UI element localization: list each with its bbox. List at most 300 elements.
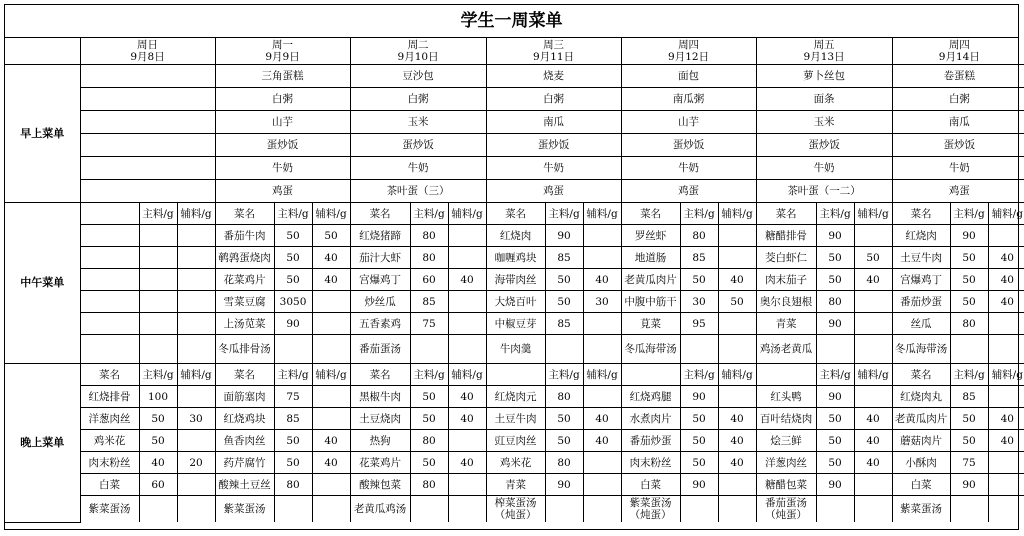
lunch-main-weight xyxy=(545,269,583,291)
day-name: 周四 xyxy=(678,39,700,51)
dinner-aux-weight xyxy=(854,408,892,430)
dinner-dish-text: 紫菜蛋汤（炖蛋） xyxy=(629,497,672,521)
day-header xyxy=(892,38,1024,65)
dinner-main-weight xyxy=(950,430,988,452)
lunch-main-weight-text: 50 xyxy=(962,295,976,308)
lunch-row xyxy=(5,291,1024,313)
dinner-aux-weight xyxy=(718,496,756,523)
breakfast-item-text: 茶叶蛋（一二） xyxy=(787,185,861,197)
lunch-dish-text: 海带肉丝 xyxy=(494,273,537,286)
breakfast-item xyxy=(350,111,486,134)
dinner-aux-weight xyxy=(583,386,621,408)
lunch-main-weight xyxy=(816,335,854,364)
breakfast-item-text: 白粥 xyxy=(407,93,429,105)
lunch-main-weight-text: 50 xyxy=(692,273,706,286)
dish-col-header xyxy=(621,364,680,386)
breakfast-item xyxy=(80,157,215,180)
lunch-dish-text: 中腹中筋干 xyxy=(624,295,677,308)
lunch-dish xyxy=(486,335,545,364)
dinner-row xyxy=(5,496,1024,523)
menu-table xyxy=(5,38,1024,523)
dinner-main-weight-text: 80 xyxy=(557,456,571,469)
dinner-dish xyxy=(621,408,680,430)
lunch-dish xyxy=(486,225,545,247)
lunch-dish-text: 红烧肉 xyxy=(905,229,937,242)
dinner-main-weight xyxy=(410,496,448,523)
dinner-main-weight-text: 90 xyxy=(828,390,842,403)
lunch-aux-weight-text: 40 xyxy=(730,273,744,286)
dinner-main-weight xyxy=(545,452,583,474)
dinner-aux-weight xyxy=(988,386,1024,408)
main-col-header xyxy=(950,364,988,386)
dinner-aux-weight-text: 40 xyxy=(460,412,474,425)
lunch-dish-text: 宫爆鸡丁 xyxy=(900,273,943,286)
aux-col-header-text: 辅料/g xyxy=(991,207,1023,220)
dish-col-header-text: 菜名 xyxy=(775,207,797,220)
breakfast-row xyxy=(5,88,1024,111)
breakfast-item-text: 牛奶 xyxy=(543,162,565,174)
breakfast-item xyxy=(621,157,756,180)
breakfast-item xyxy=(350,134,486,157)
dinner-aux-weight xyxy=(177,474,215,496)
breakfast-item-text: 烧麦 xyxy=(543,70,565,82)
lunch-main-weight xyxy=(274,335,312,364)
dinner-dish-text: 榨菜蛋汤（炖蛋） xyxy=(494,497,537,521)
dinner-aux-weight xyxy=(448,496,486,523)
aux-col-header xyxy=(177,203,215,225)
dinner-dish-text: 面筋塞肉 xyxy=(223,390,266,403)
dinner-aux-weight-text: 40 xyxy=(730,456,744,469)
breakfast-item-text: 牛奶 xyxy=(272,162,294,174)
main-col-header xyxy=(545,203,583,225)
dinner-main-weight xyxy=(139,496,177,523)
dinner-aux-weight xyxy=(312,474,350,496)
dish-col-header-text: 菜名 xyxy=(910,368,932,381)
lunch-main-weight-text: 60 xyxy=(422,273,436,286)
aux-col-header xyxy=(988,364,1024,386)
dinner-aux-weight xyxy=(177,496,215,523)
dish-col-header xyxy=(350,203,410,225)
main-col-header xyxy=(410,203,448,225)
dinner-aux-weight-text: 40 xyxy=(866,434,880,447)
dinner-main-weight-text: 100 xyxy=(147,390,169,403)
dinner-dish-text: 药芹腐竹 xyxy=(223,456,266,469)
lunch-main-weight-text: 75 xyxy=(422,317,436,330)
section-label-dinner xyxy=(5,364,80,523)
lunch-dish xyxy=(621,225,680,247)
dinner-dish xyxy=(756,430,816,452)
dinner-aux-weight xyxy=(988,452,1024,474)
breakfast-item xyxy=(215,111,350,134)
dinner-aux-weight xyxy=(312,408,350,430)
aux-col-header xyxy=(718,364,756,386)
lunch-row xyxy=(5,335,1024,364)
breakfast-item xyxy=(80,134,215,157)
breakfast-item-text: 蛋炒饭 xyxy=(943,139,976,151)
dinner-main-weight xyxy=(545,408,583,430)
lunch-aux-weight xyxy=(448,313,486,335)
day-header xyxy=(80,38,215,65)
main-col-header xyxy=(816,364,854,386)
breakfast-item-text: 玉米 xyxy=(813,116,835,128)
lunch-aux-weight xyxy=(312,291,350,313)
lunch-aux-weight-text: 50 xyxy=(324,229,338,242)
dinner-main-weight-text: 50 xyxy=(557,434,571,447)
dinner-main-weight xyxy=(816,408,854,430)
dinner-main-weight xyxy=(680,408,718,430)
lunch-main-weight-text: 50 xyxy=(286,251,300,264)
dinner-header-row xyxy=(5,364,1024,386)
dinner-dish-text: 红头鸭 xyxy=(770,390,802,403)
breakfast-item-text: 鸡蛋 xyxy=(678,185,700,197)
dinner-dish xyxy=(486,408,545,430)
lunch-main-weight-text: 80 xyxy=(422,229,436,242)
breakfast-item-text: 蛋炒饭 xyxy=(537,139,570,151)
dinner-dish xyxy=(892,386,950,408)
dinner-aux-weight xyxy=(854,452,892,474)
dinner-main-weight xyxy=(274,386,312,408)
dinner-aux-weight xyxy=(718,408,756,430)
dinner-dish xyxy=(621,474,680,496)
dinner-main-weight xyxy=(139,386,177,408)
lunch-aux-weight xyxy=(854,225,892,247)
breakfast-item xyxy=(486,134,621,157)
lunch-dish-text: 红烧肉 xyxy=(499,229,532,242)
lunch-main-weight-text: 50 xyxy=(828,273,842,286)
lunch-main-weight-text: 50 xyxy=(962,251,976,264)
lunch-aux-weight xyxy=(583,247,621,269)
breakfast-item-text: 白粥 xyxy=(948,93,970,105)
lunch-aux-weight xyxy=(583,291,621,313)
day-header xyxy=(756,38,892,65)
dinner-aux-weight-text: 20 xyxy=(189,456,203,469)
dinner-aux-weight-text: 40 xyxy=(595,434,609,447)
lunch-dish xyxy=(621,247,680,269)
lunch-aux-weight xyxy=(177,225,215,247)
dinner-main-weight xyxy=(680,386,718,408)
dinner-aux-weight xyxy=(448,474,486,496)
lunch-main-weight xyxy=(680,247,718,269)
dinner-dish-text: 老黄瓜鸡汤 xyxy=(353,503,407,515)
lunch-aux-weight-text: 40 xyxy=(1000,273,1014,286)
breakfast-item-text: 鸡蛋 xyxy=(948,185,970,197)
breakfast-item-text: 茶叶蛋（三） xyxy=(386,185,450,197)
lunch-main-weight xyxy=(410,313,448,335)
dinner-aux-weight xyxy=(177,408,215,430)
aux-col-header-text: 辅料/g xyxy=(315,368,347,381)
breakfast-item-text: 面条 xyxy=(813,93,835,105)
dinner-aux-weight xyxy=(854,474,892,496)
page-title: 学生一周菜单 xyxy=(5,5,1018,38)
lunch-main-weight xyxy=(950,225,988,247)
lunch-dish xyxy=(350,335,410,364)
lunch-dish-text: 咖喱鸡块 xyxy=(494,251,537,264)
lunch-main-weight-text: 90 xyxy=(962,229,976,242)
dinner-main-weight-text: 50 xyxy=(692,456,706,469)
lunch-main-weight xyxy=(139,313,177,335)
lunch-main-weight xyxy=(816,225,854,247)
lunch-dish-text: 奥尔良翅根 xyxy=(759,295,813,308)
dinner-main-weight xyxy=(139,408,177,430)
dinner-aux-weight xyxy=(312,430,350,452)
lunch-dish xyxy=(621,313,680,335)
lunch-aux-weight xyxy=(718,247,756,269)
dinner-row xyxy=(5,408,1024,430)
dinner-dish-text: 豇豆肉丝 xyxy=(494,434,537,447)
dinner-main-weight-text: 60 xyxy=(151,478,165,491)
breakfast-item xyxy=(350,65,486,88)
dinner-main-weight xyxy=(274,474,312,496)
dinner-row xyxy=(5,452,1024,474)
lunch-dish xyxy=(892,247,950,269)
day-name: 周五 xyxy=(813,39,835,51)
dinner-dish-text: 百叶结烧肉 xyxy=(759,412,813,425)
dinner-main-weight xyxy=(139,452,177,474)
aux-col-header xyxy=(854,203,892,225)
dinner-main-weight-text: 50 xyxy=(692,434,706,447)
lunch-aux-weight xyxy=(177,313,215,335)
aux-col-header xyxy=(854,364,892,386)
dinner-dish-text: 肉末粉丝 xyxy=(88,456,131,469)
dinner-main-weight xyxy=(274,408,312,430)
lunch-dish xyxy=(892,335,950,364)
lunch-main-weight xyxy=(950,291,988,313)
lunch-aux-weight xyxy=(583,313,621,335)
section-label-lunch xyxy=(5,203,80,364)
breakfast-item xyxy=(756,157,892,180)
lunch-dish-text: 冬瓜排骨汤 xyxy=(218,343,271,355)
lunch-main-weight-text: 90 xyxy=(828,229,842,242)
lunch-dish-text: 红烧猪蹄 xyxy=(359,229,402,242)
dinner-main-weight-text: 90 xyxy=(692,478,706,491)
main-col-header-text: 主料/g xyxy=(413,368,445,381)
lunch-main-weight xyxy=(680,335,718,364)
breakfast-row xyxy=(5,157,1024,180)
breakfast-row xyxy=(5,65,1024,88)
dinner-dish xyxy=(892,452,950,474)
lunch-main-weight xyxy=(545,247,583,269)
dinner-dish xyxy=(80,430,139,452)
main-col-header-text: 主料/g xyxy=(683,368,715,381)
breakfast-item xyxy=(621,134,756,157)
lunch-dish xyxy=(621,335,680,364)
dinner-main-weight-text: 40 xyxy=(151,456,165,469)
lunch-aux-weight xyxy=(718,269,756,291)
dinner-main-weight xyxy=(139,474,177,496)
dish-col-header xyxy=(486,203,545,225)
lunch-main-weight-text: 50 xyxy=(557,295,571,308)
lunch-main-weight-text: 85 xyxy=(557,251,571,264)
lunch-dish xyxy=(756,335,816,364)
dinner-dish-text: 洋葱肉丝 xyxy=(765,456,808,469)
breakfast-item xyxy=(892,134,1024,157)
dinner-aux-weight xyxy=(988,496,1024,523)
dinner-dish xyxy=(350,386,410,408)
dinner-aux-weight xyxy=(988,430,1024,452)
lunch-main-weight xyxy=(680,313,718,335)
lunch-dish-text: 上汤苋菜 xyxy=(223,317,266,330)
corner-cell xyxy=(5,38,80,65)
breakfast-item xyxy=(621,65,756,88)
lunch-main-weight xyxy=(274,313,312,335)
lunch-main-weight xyxy=(680,269,718,291)
dinner-dish-text: 肉末粉丝 xyxy=(629,456,672,469)
dinner-dish xyxy=(350,496,410,523)
main-col-header xyxy=(680,203,718,225)
dinner-aux-weight-text: 40 xyxy=(730,412,744,425)
day-header xyxy=(215,38,350,65)
aux-col-header xyxy=(312,364,350,386)
lunch-main-weight xyxy=(139,269,177,291)
main-col-header-text: 主料/g xyxy=(277,368,309,381)
dinner-aux-weight xyxy=(448,452,486,474)
lunch-aux-weight-text: 40 xyxy=(1000,251,1014,264)
dinner-aux-weight-text: 40 xyxy=(324,456,338,469)
main-col-header xyxy=(139,364,177,386)
lunch-dish-text: 莧菜 xyxy=(640,317,662,330)
dinner-main-weight-text: 90 xyxy=(557,478,571,491)
lunch-dish xyxy=(756,291,816,313)
dinner-aux-weight xyxy=(718,430,756,452)
dinner-aux-weight-text: 40 xyxy=(1000,434,1014,447)
lunch-main-weight xyxy=(274,247,312,269)
aux-col-header-text: 辅料/g xyxy=(315,207,347,220)
dinner-dish xyxy=(486,386,545,408)
lunch-main-weight xyxy=(816,313,854,335)
dinner-aux-weight xyxy=(854,496,892,523)
dinner-main-weight-text: 50 xyxy=(286,434,300,447)
breakfast-item xyxy=(486,111,621,134)
main-col-header xyxy=(545,364,583,386)
dinner-dish-text: 紫菜蛋汤 xyxy=(88,503,131,515)
breakfast-item xyxy=(756,134,892,157)
aux-col-header xyxy=(177,364,215,386)
breakfast-item xyxy=(756,65,892,88)
dish-col-header-text: 菜名 xyxy=(234,207,256,220)
lunch-main-weight xyxy=(816,291,854,313)
dinner-main-weight xyxy=(274,430,312,452)
aux-col-header xyxy=(448,203,486,225)
lunch-main-weight xyxy=(410,335,448,364)
dinner-aux-weight-text: 40 xyxy=(866,412,880,425)
dinner-main-weight-text: 50 xyxy=(286,456,300,469)
dinner-dish-text: 白菜 xyxy=(910,478,932,491)
dinner-dish xyxy=(350,408,410,430)
lunch-aux-weight xyxy=(312,225,350,247)
day-header xyxy=(350,38,486,65)
lunch-dish-text: 鸡汤老黄瓜 xyxy=(759,343,813,355)
dinner-main-weight xyxy=(545,430,583,452)
breakfast-item xyxy=(80,65,215,88)
dinner-main-weight-text: 85 xyxy=(962,390,976,403)
dinner-main-weight-text: 50 xyxy=(828,412,842,425)
day-header xyxy=(621,38,756,65)
dinner-main-weight-text: 80 xyxy=(286,478,300,491)
breakfast-item xyxy=(756,88,892,111)
lunch-dish xyxy=(350,269,410,291)
breakfast-item xyxy=(80,88,215,111)
dinner-dish xyxy=(621,386,680,408)
lunch-aux-weight xyxy=(312,335,350,364)
lunch-dish-text: 花菜鸡片 xyxy=(223,273,266,286)
section-label-breakfast-text: 早上菜单 xyxy=(20,126,65,140)
aux-col-header-text: 辅料/g xyxy=(451,368,483,381)
lunch-dish-text: 炒丝瓜 xyxy=(364,295,396,308)
dinner-dish-text: 红烧鸡腿 xyxy=(629,390,672,403)
lunch-main-weight-text: 80 xyxy=(422,251,436,264)
main-col-header xyxy=(274,364,312,386)
dinner-main-weight-text: 50 xyxy=(828,456,842,469)
dinner-main-weight xyxy=(680,496,718,523)
breakfast-item xyxy=(621,111,756,134)
dinner-aux-weight-text: 40 xyxy=(730,434,744,447)
dinner-dish xyxy=(80,496,139,523)
breakfast-item-text: 白粥 xyxy=(272,93,294,105)
main-col-header xyxy=(139,203,177,225)
dinner-main-weight xyxy=(545,386,583,408)
aux-col-header-text: 辅料/g xyxy=(586,368,618,381)
dinner-aux-weight xyxy=(312,386,350,408)
aux-col-header-text: 辅料/g xyxy=(180,368,212,381)
dinner-dish-text: 番茄蛋汤（炖蛋） xyxy=(765,497,808,521)
lunch-dish-text: 冬瓜海带汤 xyxy=(624,343,677,355)
lunch-row xyxy=(5,225,1024,247)
dinner-aux-weight-text: 40 xyxy=(324,434,338,447)
dish-col-header-text: 菜名 xyxy=(99,368,120,381)
dinner-main-weight xyxy=(139,430,177,452)
dish-col-header xyxy=(215,364,274,386)
lunch-main-weight-text: 50 xyxy=(286,273,300,286)
dinner-dish-text: 蘑菇肉片 xyxy=(900,434,943,447)
dinner-main-weight-text: 50 xyxy=(422,390,436,403)
dinner-dish xyxy=(756,408,816,430)
dinner-main-weight-text: 85 xyxy=(286,412,300,425)
aux-col-header-text: 辅料/g xyxy=(857,207,889,220)
lunch-main-weight-text: 90 xyxy=(828,317,842,330)
lunch-dish xyxy=(621,269,680,291)
lunch-dish-text: 大烧百叶 xyxy=(494,295,537,308)
lunch-aux-weight xyxy=(177,269,215,291)
breakfast-row xyxy=(5,134,1024,157)
day-name: 周四 xyxy=(948,39,970,51)
lunch-aux-weight-text: 40 xyxy=(595,273,609,286)
dinner-main-weight xyxy=(410,430,448,452)
lunch-dish-text: 番茄牛肉 xyxy=(223,229,266,242)
breakfast-item xyxy=(215,157,350,180)
lunch-aux-weight xyxy=(854,247,892,269)
breakfast-item xyxy=(892,65,1024,88)
dinner-main-weight xyxy=(816,496,854,523)
dinner-aux-weight-text: 40 xyxy=(1000,412,1014,425)
breakfast-item-text: 蛋炒饭 xyxy=(266,139,299,151)
dinner-dish-text: 红烧肉元 xyxy=(494,390,537,403)
lunch-aux-weight xyxy=(854,335,892,364)
lunch-aux-weight xyxy=(718,313,756,335)
dinner-aux-weight xyxy=(718,474,756,496)
main-col-header-text: 主料/g xyxy=(548,368,580,381)
breakfast-item-text: 蛋炒饭 xyxy=(808,139,840,151)
dinner-main-weight xyxy=(816,452,854,474)
aux-col-header xyxy=(988,203,1024,225)
lunch-dish xyxy=(215,335,274,364)
lunch-dish xyxy=(892,291,950,313)
section-label-breakfast xyxy=(5,65,80,203)
lunch-header-row xyxy=(5,203,1024,225)
lunch-dish-text: 雪菜豆腐 xyxy=(223,295,266,308)
breakfast-item xyxy=(350,180,486,203)
lunch-aux-weight xyxy=(448,247,486,269)
breakfast-item-text: 蛋炒饭 xyxy=(672,139,705,151)
